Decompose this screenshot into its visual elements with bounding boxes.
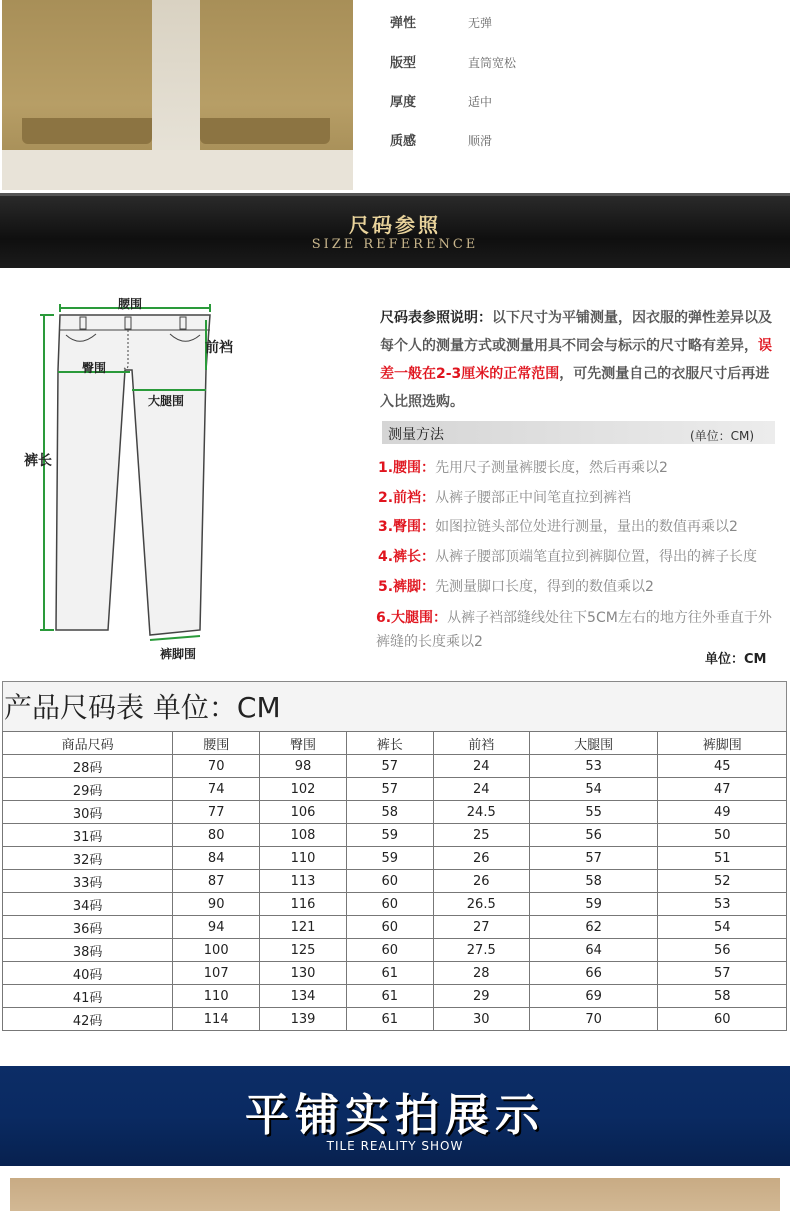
table-cell: 87 — [173, 870, 260, 893]
table-cell: 28 — [433, 962, 529, 985]
table-row — [3, 939, 787, 962]
table-cell: 40码 — [3, 962, 173, 985]
table-cell: 42码 — [3, 1008, 173, 1031]
diagram-label-rise: 前裆 — [205, 340, 233, 356]
size-reference-title: 尺码参照 — [349, 213, 441, 237]
table-header-cell: 裤脚围 — [658, 732, 787, 755]
table-header-cell: 裤长 — [346, 732, 433, 755]
description-lead: 尺码表参照说明： — [380, 310, 492, 326]
table-row — [3, 847, 787, 870]
table-cell: 114 — [173, 1008, 260, 1031]
table-cell: 25 — [433, 824, 529, 847]
table-header-row — [3, 732, 787, 755]
attr-value-thickness: 适中 — [468, 95, 493, 109]
diagram-label-waist: 腰围 — [118, 297, 143, 311]
table-cell: 56 — [658, 939, 787, 962]
table-cell: 70 — [529, 1008, 658, 1031]
table-row — [3, 962, 787, 985]
diagram-label-thigh: 大腿围 — [148, 394, 185, 408]
table-cell: 64 — [529, 939, 658, 962]
table-cell: 47 — [658, 778, 787, 801]
table-row — [3, 893, 787, 916]
table-row — [3, 985, 787, 1008]
table-cell: 45 — [658, 755, 787, 778]
method-unit: (单位：CM) — [690, 429, 755, 443]
table-cell: 26 — [433, 870, 529, 893]
size-table — [2, 731, 787, 1031]
table-cell: 30 — [433, 1008, 529, 1031]
description-part2: ，可先测量自己的衣服尺寸后再进入比照选购。 — [380, 366, 770, 410]
table-cell: 66 — [529, 962, 658, 985]
attr-value-fit: 直筒宽松 — [468, 56, 517, 70]
table-row — [3, 824, 787, 847]
table-cell: 84 — [173, 847, 260, 870]
method-item: 4.裤长：从裤子腰部顶端笔直拉到裤脚位置，得出的裤子长度 — [378, 549, 758, 565]
table-cell: 26.5 — [433, 893, 529, 916]
table-cell: 100 — [173, 939, 260, 962]
size-chart-description — [380, 304, 780, 416]
method-item: 2.前裆：从裤子腰部正中间笔直拉到裤裆 — [378, 490, 632, 506]
table-cell: 61 — [346, 985, 433, 1008]
table-cell: 59 — [346, 824, 433, 847]
table-cell: 130 — [260, 962, 347, 985]
table-cell: 134 — [260, 985, 347, 1008]
table-cell: 27 — [433, 916, 529, 939]
table-cell: 49 — [658, 801, 787, 824]
table-cell: 26 — [433, 847, 529, 870]
table-cell: 58 — [529, 870, 658, 893]
table-cell: 108 — [260, 824, 347, 847]
table-row — [3, 755, 787, 778]
method-item: 5.裤脚：先测量脚口长度，得到的数值乘以2 — [378, 579, 654, 595]
table-cell: 57 — [529, 847, 658, 870]
table-cell: 24.5 — [433, 801, 529, 824]
table-cell: 58 — [346, 801, 433, 824]
table-cell: 60 — [346, 870, 433, 893]
product-photo — [2, 0, 353, 190]
table-cell: 50 — [658, 824, 787, 847]
diagram-label-leg-opening: 裤脚围 — [160, 647, 197, 661]
table-cell: 102 — [260, 778, 347, 801]
table-cell: 53 — [529, 755, 658, 778]
table-header-cell: 大腿围 — [529, 732, 658, 755]
table-cell: 90 — [173, 893, 260, 916]
table-cell: 24 — [433, 755, 529, 778]
attr-label-texture: 质感 — [390, 134, 417, 149]
table-header-cell: 腰围 — [173, 732, 260, 755]
table-cell: 110 — [173, 985, 260, 1008]
table-cell: 30码 — [3, 801, 173, 824]
table-cell: 54 — [658, 916, 787, 939]
table-cell: 70 — [173, 755, 260, 778]
table-cell: 61 — [346, 1008, 433, 1031]
table-cell: 51 — [658, 847, 787, 870]
attr-label-fit: 版型 — [390, 56, 417, 71]
table-cell: 107 — [173, 962, 260, 985]
table-cell: 116 — [260, 893, 347, 916]
table-cell: 58 — [658, 985, 787, 1008]
table-cell: 52 — [658, 870, 787, 893]
table-cell: 57 — [346, 778, 433, 801]
table-cell: 59 — [529, 893, 658, 916]
tile-reality-subtitle: TILE REALITY SHOW — [326, 1139, 464, 1153]
table-header-cell: 前裆 — [433, 732, 529, 755]
table-cell: 55 — [529, 801, 658, 824]
diagram-label-hip: 臀围 — [82, 361, 107, 375]
attr-value-texture: 顺滑 — [468, 134, 493, 148]
table-row — [3, 778, 787, 801]
method-title: 测量方法 — [388, 427, 444, 443]
table-cell: 98 — [260, 755, 347, 778]
table-header-cell: 商品尺码 — [3, 732, 173, 755]
table-header-cell: 臀围 — [260, 732, 347, 755]
table-cell: 29码 — [3, 778, 173, 801]
table-cell: 57 — [658, 962, 787, 985]
size-table-title: 产品尺码表 单位：CM — [4, 691, 281, 724]
table-cell: 53 — [658, 893, 787, 916]
tile-reality-title: 平铺实拍展示 — [245, 1090, 545, 1141]
table-cell: 80 — [173, 824, 260, 847]
bottom-product-photo — [10, 1178, 780, 1211]
size-reference-subtitle: SIZE REFERENCE — [311, 237, 479, 252]
table-cell: 54 — [529, 778, 658, 801]
table-cell: 60 — [658, 1008, 787, 1031]
table-cell: 24 — [433, 778, 529, 801]
description-highlight: 误差一般在2-3厘米的正常范围 — [380, 338, 772, 382]
table-cell: 41码 — [3, 985, 173, 1008]
table-cell: 77 — [173, 801, 260, 824]
attr-label-elasticity: 弹性 — [390, 16, 417, 31]
table-cell: 61 — [346, 962, 433, 985]
method-item: 1.腰围：先用尺子测量裤腰长度，然后再乘以2 — [378, 460, 668, 476]
table-cell: 34码 — [3, 893, 173, 916]
table-cell: 60 — [346, 939, 433, 962]
table-row — [3, 801, 787, 824]
table-cell: 31码 — [3, 824, 173, 847]
table-row — [3, 916, 787, 939]
diagram-label-length: 裤长 — [24, 453, 52, 469]
table-row — [3, 870, 787, 893]
table-cell: 121 — [260, 916, 347, 939]
table-cell: 139 — [260, 1008, 347, 1031]
table-cell: 110 — [260, 847, 347, 870]
table-cell: 38码 — [3, 939, 173, 962]
table-cell: 57 — [346, 755, 433, 778]
table-cell: 62 — [529, 916, 658, 939]
table-cell: 27.5 — [433, 939, 529, 962]
table-cell: 106 — [260, 801, 347, 824]
method-unit-footer: 单位：CM — [705, 652, 767, 667]
table-cell: 33码 — [3, 870, 173, 893]
description-part1: 以下尺寸为平铺测量，因衣服的弹性差异以及每个人的测量方式或测量用具不同会与标示的尺寸略有差异， — [380, 310, 772, 354]
table-cell: 69 — [529, 985, 658, 1008]
table-row — [3, 1008, 787, 1031]
attr-label-thickness: 厚度 — [390, 95, 417, 110]
attr-value-elasticity: 无弹 — [468, 16, 493, 30]
table-cell: 94 — [173, 916, 260, 939]
table-cell: 60 — [346, 893, 433, 916]
table-cell: 29 — [433, 985, 529, 1008]
method-item: 6.大腿围：从裤子裆部缝线处往下5CM左右的地方往外垂直于外裤缝的长度乘以2 — [376, 610, 772, 650]
table-cell: 74 — [173, 778, 260, 801]
table-cell: 113 — [260, 870, 347, 893]
table-cell: 28码 — [3, 755, 173, 778]
table-cell: 32码 — [3, 847, 173, 870]
table-cell: 36码 — [3, 916, 173, 939]
table-cell: 60 — [346, 916, 433, 939]
table-cell: 125 — [260, 939, 347, 962]
table-cell: 59 — [346, 847, 433, 870]
table-cell: 56 — [529, 824, 658, 847]
method-item: 3.臀围：如图拉链头部位处进行测量，量出的数值再乘以2 — [378, 519, 738, 535]
